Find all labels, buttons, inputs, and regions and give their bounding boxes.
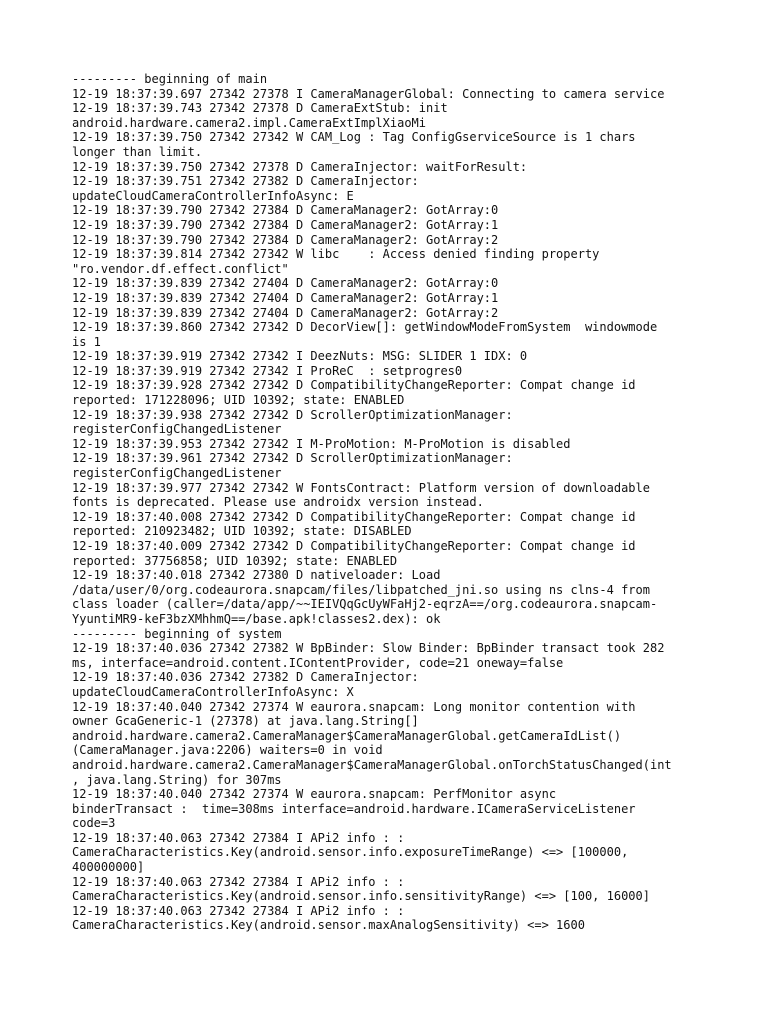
log-line: , java.lang.String) for 307ms bbox=[72, 772, 282, 787]
log-line: 12-19 18:37:39.750 27342 27342 W CAM_Log : Tag ConfigGserviceSource is 1 chars bbox=[72, 130, 636, 145]
log-line: 12-19 18:37:40.018 27342 27380 D nativeloader: Load bbox=[72, 568, 441, 583]
log-line: updateCloudCameraControllerInfoAsync: E bbox=[72, 188, 354, 203]
log-line: owner GcaGeneric-1 (27378) at java.lang.String[] bbox=[72, 714, 419, 729]
log-line: 12-19 18:37:40.063 27342 27384 I APi2 info : : bbox=[72, 830, 405, 845]
log-line: 12-19 18:37:39.839 27342 27404 D CameraManager2: GotArray:0 bbox=[72, 276, 499, 291]
log-line: 12-19 18:37:39.697 27342 27378 I CameraManagerGlobal: Connecting to camera service bbox=[72, 86, 665, 101]
log-lines bbox=[72, 72, 712, 933]
log-line: CameraCharacteristics.Key(android.sensor.maxAnalogSensitivity) <=> 1600 bbox=[72, 918, 585, 933]
log-line: --------- beginning of system bbox=[72, 626, 282, 641]
log-line: 12-19 18:37:40.009 27342 27342 D CompatibilityChangeReporter: Compat change id bbox=[72, 539, 636, 553]
log-line: 12-19 18:37:39.919 27342 27342 I ProReC : setprogres0 bbox=[72, 363, 463, 378]
log-line: 12-19 18:37:39.751 27342 27382 D CameraInjector: bbox=[72, 174, 419, 189]
log-line: 12-19 18:37:39.790 27342 27384 D CameraManager2: GotArray:2 bbox=[72, 232, 499, 247]
log-line: is 1 bbox=[72, 334, 101, 349]
log-line: updateCloudCameraControllerInfoAsync: X bbox=[72, 684, 354, 699]
log-line: 12-19 18:37:39.938 27342 27342 D ScrollerOptimizationManager: bbox=[72, 407, 513, 422]
log-line: (CameraManager.java:2206) waiters=0 in void bbox=[72, 743, 383, 758]
log-line: reported: 37756858; UID 10392; state: ENABLED bbox=[72, 553, 398, 568]
log-line: 12-19 18:37:40.063 27342 27384 I APi2 info : : bbox=[72, 874, 405, 889]
log-line: android.hardware.camera2.impl.CameraExtImplXiaoMi bbox=[72, 115, 427, 130]
log-line: CameraCharacteristics.Key(android.sensor.info.exposureTimeRange) <=> [100000, bbox=[72, 845, 629, 860]
log-line: /data/user/0/org.codeaurora.snapcam/files/libpatched_jni.so using ns clns-4 from bbox=[72, 582, 650, 597]
log-line: "ro.vendor.df.effect.conflict" bbox=[72, 261, 289, 276]
log-line: 12-19 18:37:39.839 27342 27404 D CameraManager2: GotArray:2 bbox=[72, 305, 499, 320]
log-line: fonts is deprecated. Please use androidx version instead. bbox=[72, 495, 484, 510]
log-line: 12-19 18:37:40.036 27342 27382 W BpBinder: Slow Binder: BpBinder transact took 282 bbox=[72, 641, 665, 656]
log-document bbox=[72, 72, 712, 933]
log-line: 12-19 18:37:39.743 27342 27378 D CameraExtStub: init bbox=[72, 101, 448, 116]
log-line: 12-19 18:37:40.040 27342 27374 W eaurora.snapcam: Long monitor contention with bbox=[72, 699, 636, 714]
log-line: class loader (caller=/data/app/~~IEIVQqGcUyWFaHj2-eqrzA==/org.codeaurora.snapcam- bbox=[72, 597, 658, 612]
log-line: reported: 210923482; UID 10392; state: DISABLED bbox=[72, 524, 412, 539]
log-line: binderTransact : time=308ms interface=android.hardware.ICameraServiceListener bbox=[72, 801, 636, 816]
log-line: 12-19 18:37:40.040 27342 27374 W eaurora.snapcam: PerfMonitor async bbox=[72, 787, 557, 802]
log-line: YyuntiMR9-keF3bzXMhhmQ==/base.apk!classes2.dex): ok bbox=[72, 611, 441, 626]
log-line: 12-19 18:37:39.750 27342 27378 D CameraInjector: waitForResult: bbox=[72, 159, 528, 174]
log-line: 12-19 18:37:39.814 27342 27342 W libc : Access denied finding property bbox=[72, 247, 600, 262]
log-line: 400000000] bbox=[72, 860, 145, 875]
log-line: ms, interface=android.content.IContentProvider, code=21 oneway=false bbox=[72, 655, 564, 670]
log-line: longer than limit. bbox=[72, 144, 203, 159]
log-line: 12-19 18:37:39.790 27342 27384 D CameraManager2: GotArray:0 bbox=[72, 203, 499, 218]
log-line: 12-19 18:37:39.919 27342 27342 I DeezNuts: MSG: SLIDER 1 IDX: 0 bbox=[72, 349, 528, 364]
log-line: registerConfigChangedListener bbox=[72, 466, 282, 481]
log-line: 12-19 18:37:39.839 27342 27404 D CameraManager2: GotArray:1 bbox=[72, 290, 499, 305]
log-line: 12-19 18:37:39.961 27342 27342 D ScrollerOptimizationManager: bbox=[72, 451, 513, 466]
log-line: 12-19 18:37:39.860 27342 27342 D DecorView[]: getWindowModeFromSystem windowmode bbox=[72, 320, 658, 335]
log-line: 12-19 18:37:39.928 27342 27342 D CompatibilityChangeReporter: Compat change id bbox=[72, 378, 636, 393]
log-line: 12-19 18:37:39.790 27342 27384 D CameraManager2: GotArray:1 bbox=[72, 217, 499, 232]
log-line: CameraCharacteristics.Key(android.sensor.info.sensitivityRange) <=> [100, 16000] bbox=[72, 889, 650, 904]
log-line: 12-19 18:37:40.008 27342 27342 D CompatibilityChangeReporter: Compat change id bbox=[72, 509, 636, 524]
log-line: android.hardware.camera2.CameraManager$CameraManagerGlobal.getCameraIdList() bbox=[72, 728, 622, 743]
log-line: --------- beginning of main bbox=[72, 72, 268, 86]
log-line: 12-19 18:37:39.953 27342 27342 I M-ProMotion: M-ProMotion is disabled bbox=[72, 436, 571, 451]
log-line: 12-19 18:37:39.977 27342 27342 W FontsContract: Platform version of downloadable bbox=[72, 480, 650, 495]
log-line: 12-19 18:37:40.063 27342 27384 I APi2 info : : bbox=[72, 903, 405, 918]
log-line: 12-19 18:37:40.036 27342 27382 D CameraInjector: bbox=[72, 670, 419, 685]
log-line: reported: 171228096; UID 10392; state: ENABLED bbox=[72, 393, 405, 408]
log-line: registerConfigChangedListener bbox=[72, 422, 282, 437]
log-line: android.hardware.camera2.CameraManager$CameraManagerGlobal.onTorchStatusChanged(int bbox=[72, 757, 672, 772]
log-line: code=3 bbox=[72, 816, 116, 831]
